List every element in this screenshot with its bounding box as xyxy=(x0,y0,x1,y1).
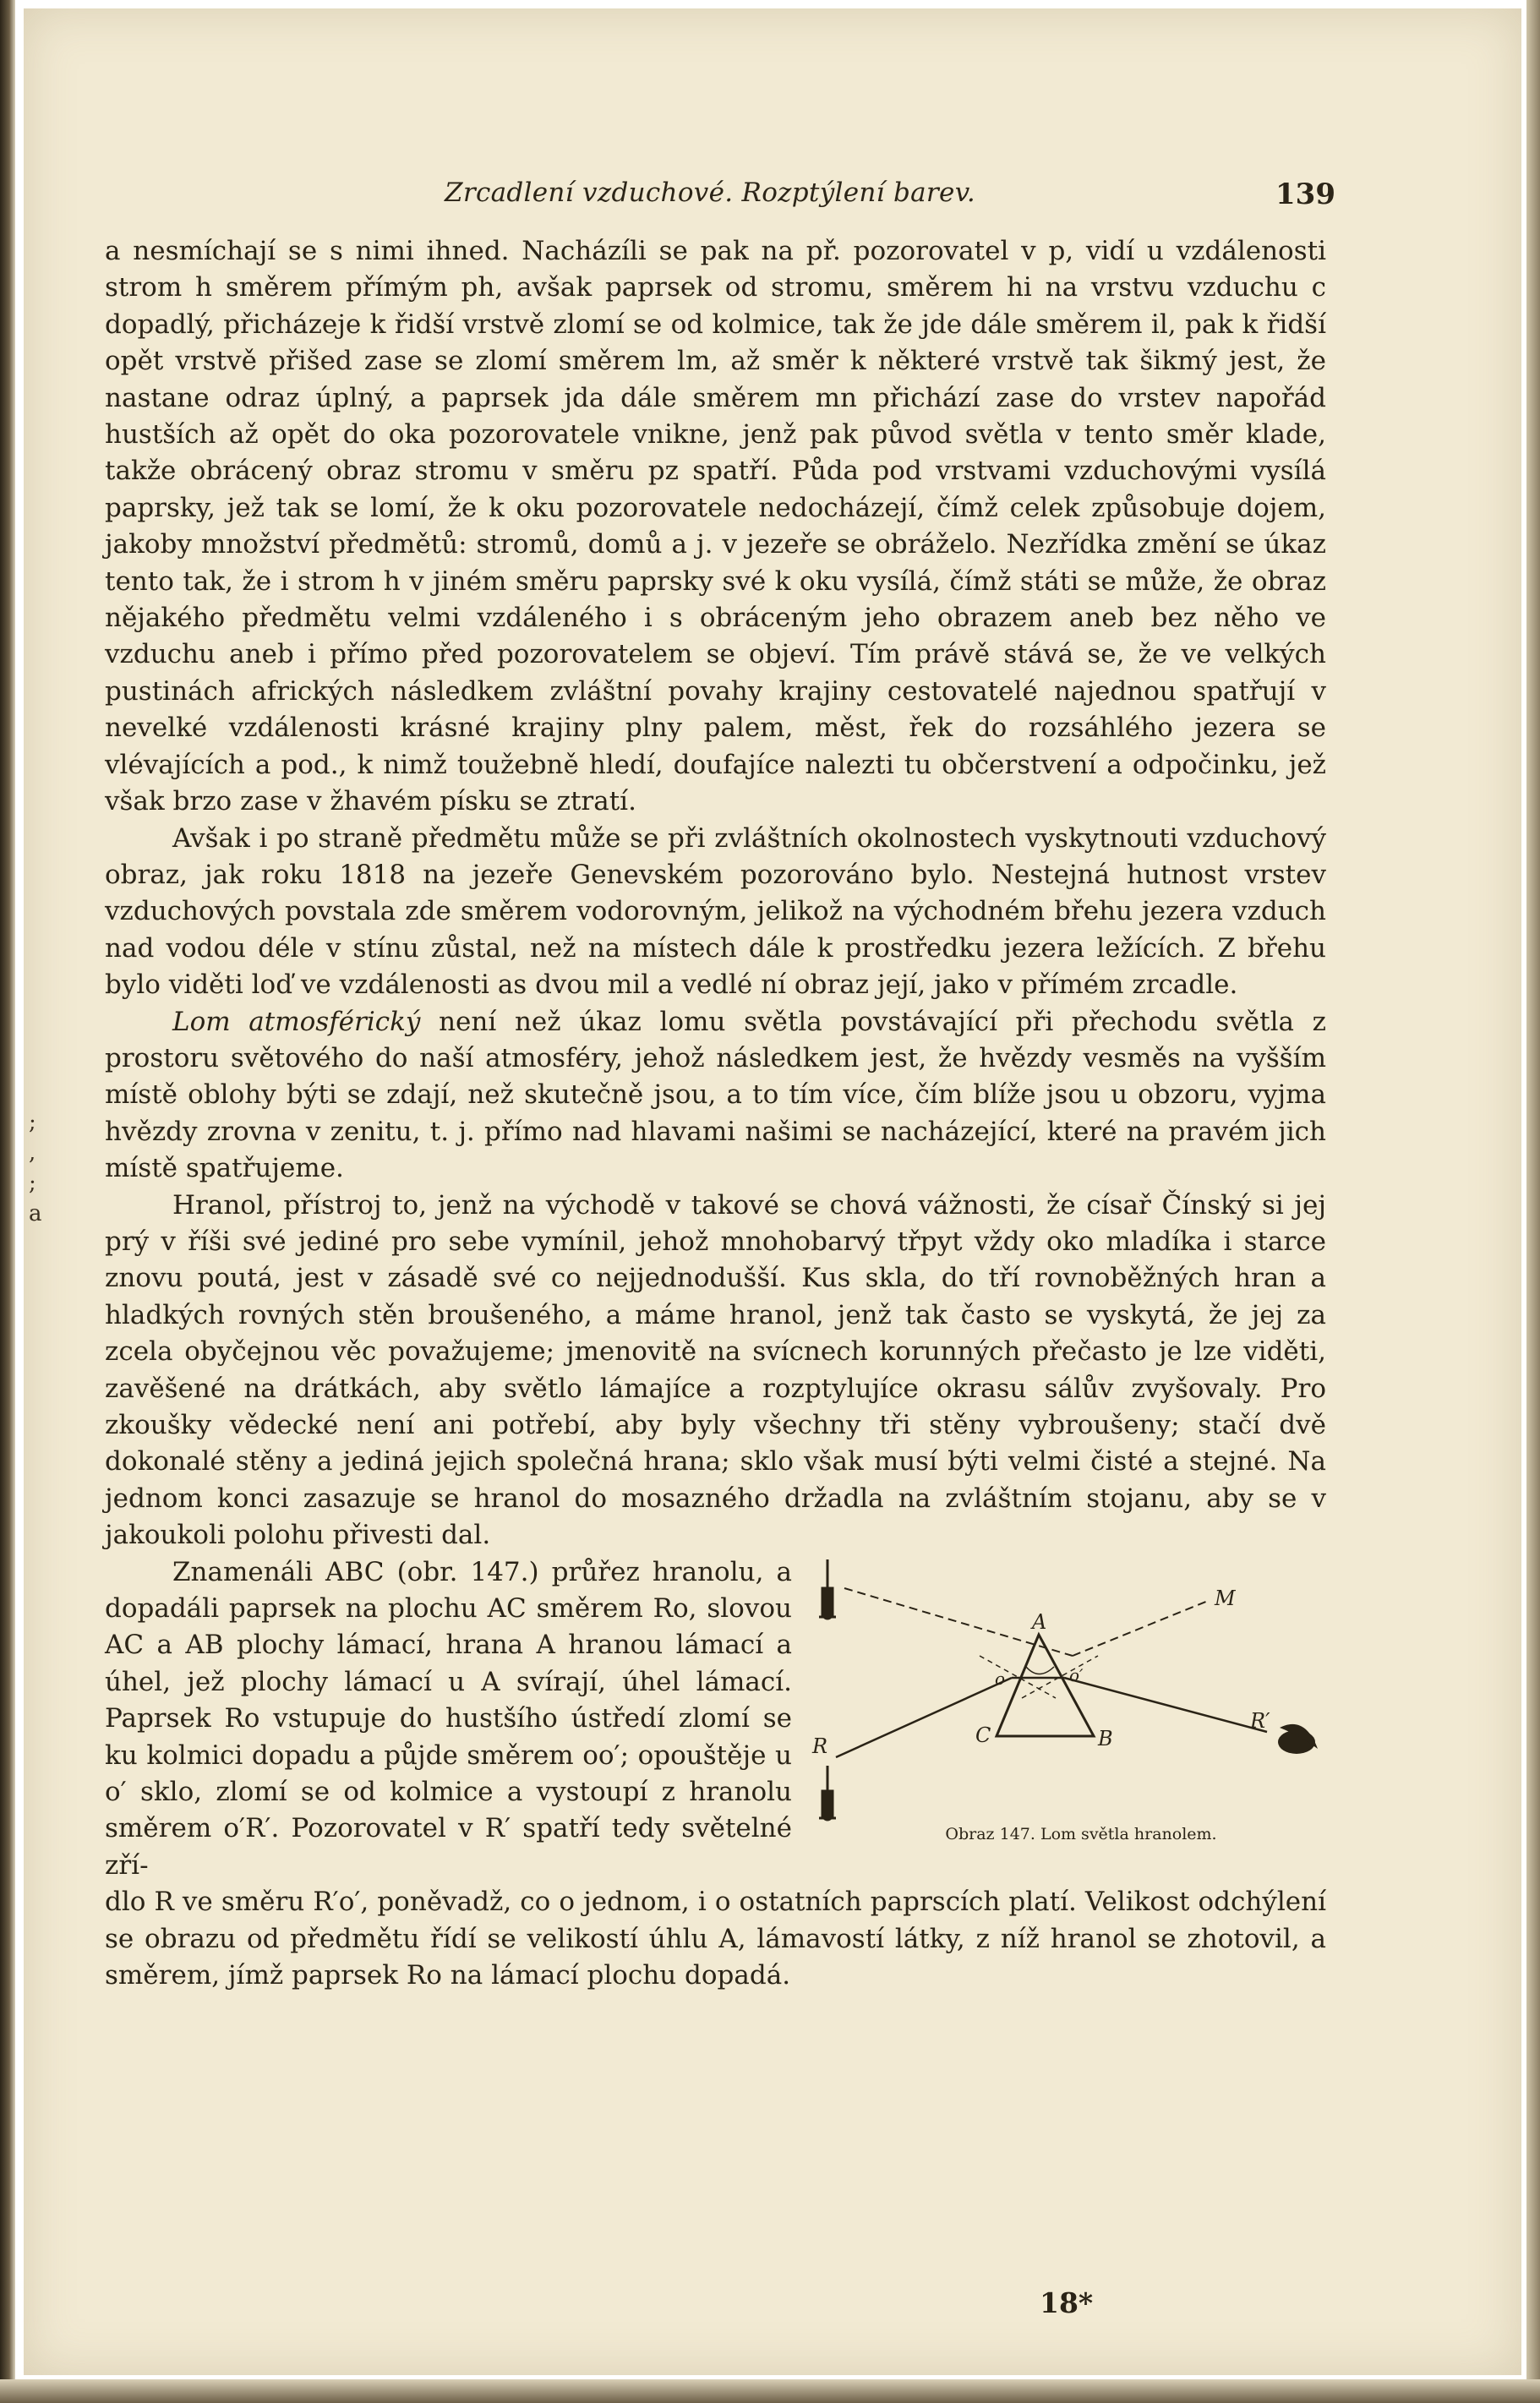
paragraph-geneva: Avšak i po straně předmětu může se při zvláštních okolnostech vyskytnouti vzduchový obraz, jak roku 1818 na jezeře Genevském pozorováno bylo. Nestejná hutnost vrstev vzduchových povstala zde směrem vodorovným, jelikož na východném břehu jezera vzduch nad vodou déle v stínu zůstal, než na místech dále k prostředku jezera ležících. Z břehu bylo viděti loď ve vzdálenosti as dvou mil a vedlé ní obraz její, jako v přímém zrcadle. xyxy=(105,822,1326,1001)
book-page xyxy=(24,8,1521,2375)
label-o-prime: o′ xyxy=(1069,1664,1084,1685)
label-C: C xyxy=(975,1723,991,1747)
previous-page-margin-marks: ; , ; a xyxy=(29,1110,42,1226)
atmospheric-refraction-text: není než úkaz lomu světla povstávající při přechodu světla z prostoru světového do naší atmosféry, jehož následkem jest, že hvězdy vesměs na vyšším místě oblohy býti se zdají, než skutečně jsou, a to tím více, čím blíže jsou u obzoru, vyjma hvězdy zrovna v zenitu, t. j. přímo nad hlavami našimi se nacházející, které na pravém jich místě spatřujeme. xyxy=(105,1006,1326,1184)
candle-icon xyxy=(819,1559,836,1619)
label-B: B xyxy=(1098,1726,1113,1750)
term-atmospheric-refraction: Lom atmosférický xyxy=(172,1006,421,1037)
running-title: Zrcadlení vzduchové. Rozptýlení barev. xyxy=(445,177,975,208)
ray-to-M xyxy=(1073,1601,1208,1656)
emergent-ray xyxy=(1064,1678,1267,1732)
label-A: A xyxy=(1032,1609,1047,1634)
figure-caption: Obraz 147. Lom světla hranolem. xyxy=(945,1824,1217,1843)
paragraph-prism: Hranol, přístroj to, jenž na východě v takové se chová vážnosti, že císař Čínský si jej prý v říši své jediné pro sebe vymínil, jehož mnohobarvý třpyt vždy oko mladíka i starce znovu poutá, jest v zásadě své co nejjednodušší. Kus skla, do tří rovnoběžných hran a hladkých rovných stěn broušeného, a máme hranol, jenž tak často se vyskytá, že jej za zcela obyčejnou věc považujeme; jmenovitě na svícnech korunných přečasto je lze viděti, zavěšené na drátkách, aby světlo lámajíce a rozptylujíce okrasu sálův zvyšovaly. Pro zkoušky vědecké není ani potřebí, aby byly všechny tři stěny vybroušeny; stačí dvě dokonalé stěny a jediná jejich společná hrana; sklo však musí býti velmi čisté a stejné. Na jednom konci zasazuje se hranol do mosazného držadla na zvláštním stojanu, aby se v jakoukoli polohu přivesti dal. xyxy=(105,1189,1326,1551)
scan-left-edge xyxy=(0,0,15,2403)
label-o: o xyxy=(995,1668,1006,1689)
angle-arc xyxy=(1026,1667,1054,1674)
prism-triangle xyxy=(997,1635,1094,1736)
paragraph-prism-section-a: Znamenáli ABC (obr. 147.) průřez hranolu, a dopadáli paprsek na plochu AC směrem Ro, slovou AC a AB plochy lámací, hrana A hranou lámací a úhel, jež plochy lámací u A svírají, úhel lámací. Paprsek Ro vstupuje do hustšího ústředí zlomí se ku kolmici dopadu a půjde směrem oo′; opouštěje u o′ sklo, zlomí se od kolmice a vystoupí z hranolu směrem o′R′. Pozorovatel v R′ spatří tedy světelné zří- xyxy=(105,1556,792,1881)
paragraph-mirage: a nesmíchají se s nimi ihned. Nacházíli se pak na př. pozorovatel v p, vidí u vzdálenosti strom h směrem přímým ph, avšak paprsek od stromu, směrem hi na vrstvu vzduchu c dopadlý, přicházeje k řidší vrstvě zlomí se od kolmice, tak že jde dále směrem il, pak k řidší opět vrstvě přišed zase se zlomí směrem lm, až směr k některé vrstvě tak šikmý jest, že nastane odraz úplný, a paprsek jda dále směrem mn přichází zase do vrstev napořád hustších až opět do oka pozorovatele vnikne, jenž pak původ světla v tento směr klade, takže obrácený obraz stromu v směru pz spatří. Půda pod vrstvami vzduchovými vysílá paprsky, jež tak se lomí, že k oku pozorovatele nedocházejí, čímž celek způsobuje dojem, jakoby množství předmětů: stromů, domů a j. v jezeře se obráželo. Nezřídka změní se úkaz tento tak, že i strom h v jiném směru paprsky své k oku vysílá, čímž státi se může, že obraz nějakého předmětu velmi vzdáleného i s obráceným jeho obrazem aneb bez něho ve vzduchu aneb i přímo před pozorovatelem se objeví. Tím právě stává se, že ve velkých pustinách afrických následkem zvláštní povahy krajiny cestovatelé najednou spatřují v nevelké vzdálenosti krásné krajiny plny palem, měst, řek do rozsáhlého jezera se vlévajících a pod., k nimž toužebně hledí, doufajíce nalezti tu občerstvení a odpočinku, jež však brzo zase v žhavém písku se ztratí. xyxy=(105,236,1326,817)
label-M: M xyxy=(1215,1586,1236,1610)
signature-mark: 18* xyxy=(1040,2286,1094,2319)
figure-147 xyxy=(811,1554,1326,1855)
eye-icon xyxy=(1278,1724,1318,1754)
prism-diagram xyxy=(811,1554,1326,1855)
label-R: R xyxy=(812,1734,828,1758)
scan-right-edge xyxy=(1526,0,1540,2403)
paragraph-prism-section-b: dlo R ve směru R′o′, poněvadž, co o jednom, i o ostatních paprscích platí. Velikost odchýlení se obrazu od předmětu řídí se velikostí úhlu A, lámavostí látky, z níž hranol se zhotovil, a směrem, jímž paprsek Ro na lámací plochu dopadá. xyxy=(105,1887,1326,1991)
body-text xyxy=(105,233,1326,1995)
page-header xyxy=(85,177,1335,220)
label-R-prime: R′ xyxy=(1250,1708,1270,1733)
paragraph-atmospheric-refraction xyxy=(105,1004,1326,1188)
scan-bottom-edge xyxy=(0,2379,1540,2403)
candle-icon xyxy=(819,1766,836,1820)
page-number: 139 xyxy=(1275,177,1335,211)
